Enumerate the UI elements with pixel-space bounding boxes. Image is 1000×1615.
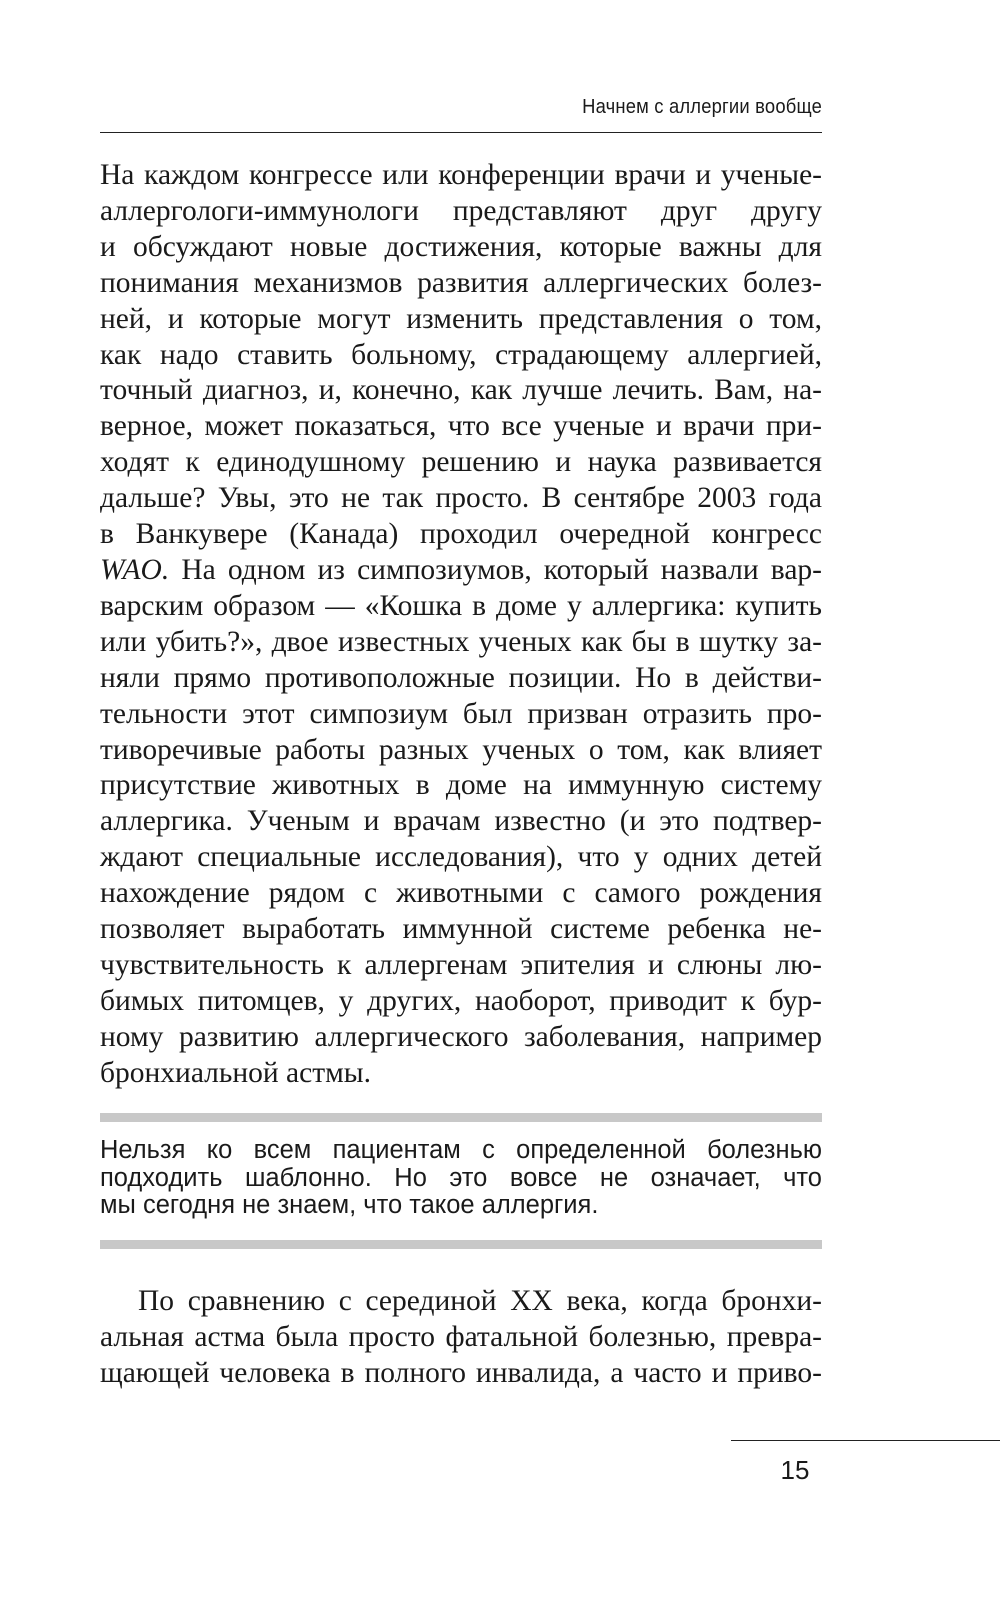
running-head: Начнем с аллергии вообще [582, 96, 822, 118]
header-rule [100, 132, 822, 133]
text-line: чувствительность к аллергенам эпителия и слюны лю- [100, 948, 822, 981]
text-line [100, 553, 822, 589]
organization-abbreviation: WAO. [100, 553, 170, 586]
text-line-rest: На одном из симпозиумов, который назвали вар- [169, 553, 822, 586]
page-number: 15 [780, 1455, 810, 1485]
callout-top-bar [100, 1113, 822, 1122]
text-line: аллергика. Ученым и врачам известно (и это подтвер- [100, 805, 822, 838]
text-line: бронхиальной астмы. [100, 1056, 372, 1089]
text-line: точный диагноз, и, конечно, как лучше лечить. Вам, на- [100, 374, 822, 407]
text-line: варским образом — «Кошка в доме у аллергика: купить [100, 589, 822, 622]
callout-line: подходить шаблонно. Но это вовсе не означает, что [100, 1163, 822, 1192]
text-line: тельности этот симпозиум был призван отразить про- [100, 697, 822, 730]
text-line: в Ванкувере (Канада) проходил очередной конгресс [100, 518, 822, 551]
text-line: По сравнению с серединой XX века, когда бронхи- [138, 1285, 822, 1317]
text-line: и обсуждают новые достижения, которые важны для [100, 230, 822, 263]
callout-line: Нельзя ко всем пациентам с определенной болезнью [100, 1136, 822, 1164]
text-line: щающей человека в полного инвалида, а часто и приво- [100, 1356, 822, 1389]
text-line: ходят к единодушному решению и наука развивается [100, 446, 822, 479]
text-line: как надо ставить больному, страдающему аллергией, [100, 338, 822, 371]
text-line: нахождение рядом с животными с самого рождения [100, 877, 822, 910]
text-line: альная астма была просто фатальной болезнью, превра- [100, 1320, 822, 1353]
text-line: бимых питомцев, у других, наоборот, приводит к бур- [100, 984, 822, 1017]
callout-bottom-bar [100, 1240, 822, 1249]
footer-rule [731, 1440, 1000, 1441]
callout-line: мы сегодня не знаем, что такое аллергия. [100, 1191, 599, 1219]
text-line: позволяет выработать иммунной системе ребенка не- [100, 913, 822, 946]
text-line: ней, и которые могут изменить представления о том, [100, 302, 822, 335]
text-line: тиворечивые работы разных ученых о том, как влияет [100, 733, 822, 766]
text-line: дальше? Увы, это не так просто. В сентябре 2003 года [100, 482, 822, 515]
paragraph-2 [100, 1284, 822, 1392]
text-line: присутствие животных в доме на иммунную систему [100, 769, 822, 802]
text-line: аллергологи-иммунологи представляют друг другу [100, 194, 822, 227]
text-line: верное, может показаться, что все ученые и врачи при- [100, 410, 822, 443]
text-line: понимания механизмов развития аллергических болез- [100, 266, 822, 299]
text-line: няли прямо противоположные позиции. Но в действи- [100, 661, 822, 694]
callout-box [100, 1137, 822, 1220]
paragraph-1 [100, 158, 822, 1092]
text-line: ждают специальные исследования), что у одних детей [100, 841, 822, 874]
text-line: или убить?», двое известных ученых как бы в шутку за- [100, 625, 822, 658]
text-line: ному развитию аллергического заболевания, например [100, 1020, 822, 1053]
text-line: На каждом конгрессе или конференции врачи и ученые- [100, 159, 822, 191]
